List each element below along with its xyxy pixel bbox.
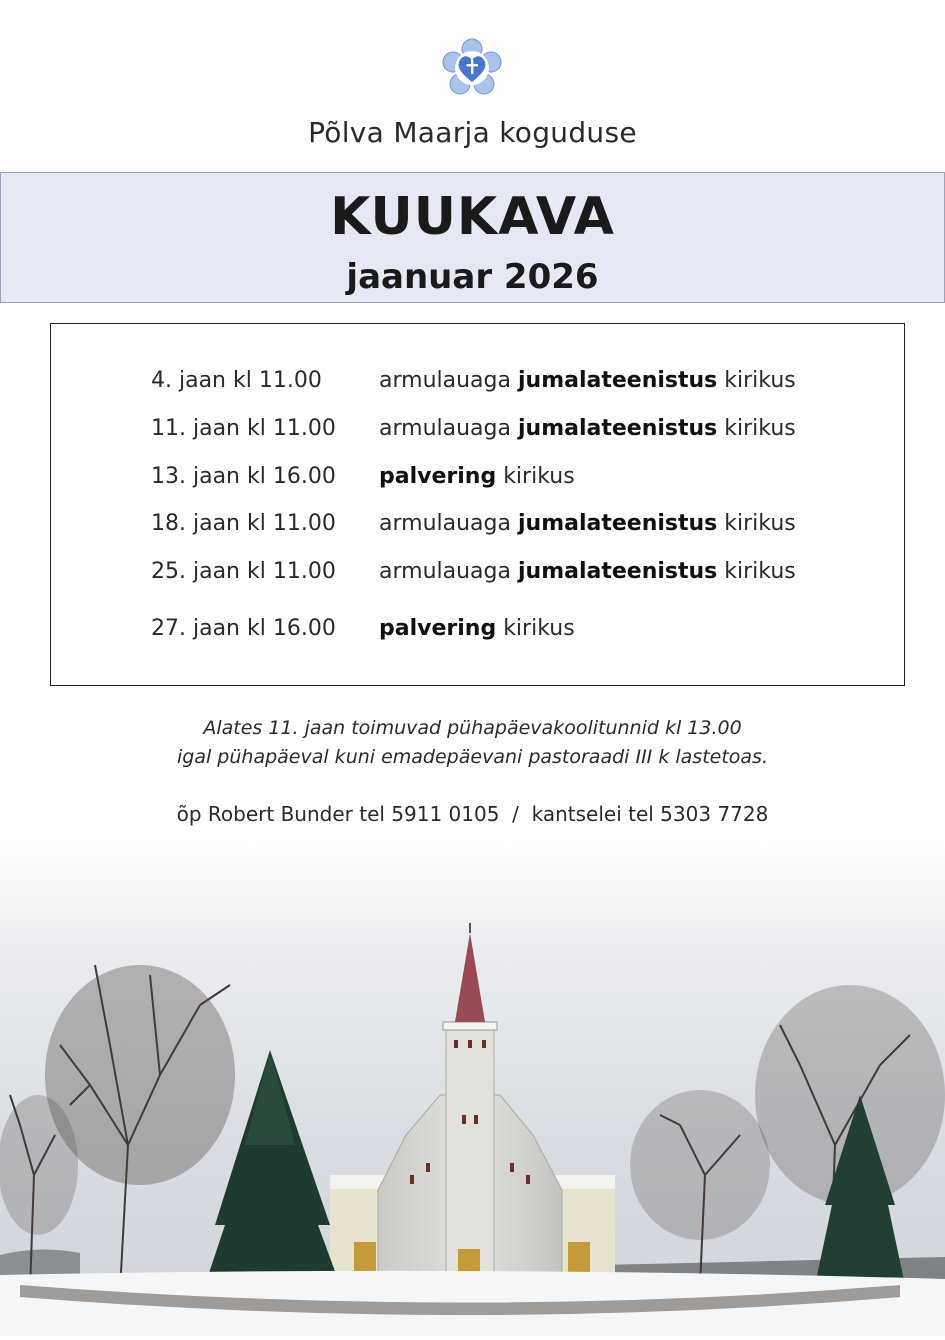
schedule-row [51, 464, 904, 498]
schedule-event: palvering kirikus [379, 616, 575, 641]
sunday-school-note-line2: igal pühapäeval kuni emadepäevani pastoraadi III k lastetoas. [177, 746, 768, 768]
schedule-row [51, 416, 904, 450]
schedule-date: 13. jaan kl 16.00 [151, 464, 336, 489]
title-band [0, 172, 945, 303]
schedule-event: armulauaga jumalateenistus kirikus [379, 559, 796, 584]
schedule-row [51, 511, 904, 545]
luther-rose-icon [441, 38, 503, 98]
schedule-date: 18. jaan kl 11.00 [151, 511, 336, 536]
church-photo [0, 845, 945, 1336]
schedule-date: 25. jaan kl 11.00 [151, 559, 336, 584]
schedule-date: 27. jaan kl 16.00 [151, 616, 336, 641]
schedule-event: armulauaga jumalateenistus kirikus [379, 511, 796, 536]
schedule-event: armulauaga jumalateenistus kirikus [379, 368, 796, 393]
schedule-row [51, 368, 904, 402]
schedule-row [51, 559, 904, 593]
month-subtitle: jaanuar 2026 [346, 257, 599, 297]
schedule-date: 4. jaan kl 11.00 [151, 368, 322, 393]
schedule-box [50, 323, 905, 686]
schedule-event: armulauaga jumalateenistus kirikus [379, 416, 796, 441]
schedule-row [51, 616, 904, 650]
contact-info: õp Robert Bunder tel 5911 0105 / kantselei tel 5303 7728 [176, 802, 769, 826]
schedule-date: 11. jaan kl 11.00 [151, 416, 336, 441]
page-title: KUUKAVA [330, 187, 615, 247]
congregation-name: Põlva Maarja koguduse [308, 116, 637, 149]
schedule-event: palvering kirikus [379, 464, 575, 489]
sunday-school-note-line1: Alates 11. jaan toimuvad pühapäevakoolitunnid kl 13.00 [203, 717, 742, 739]
